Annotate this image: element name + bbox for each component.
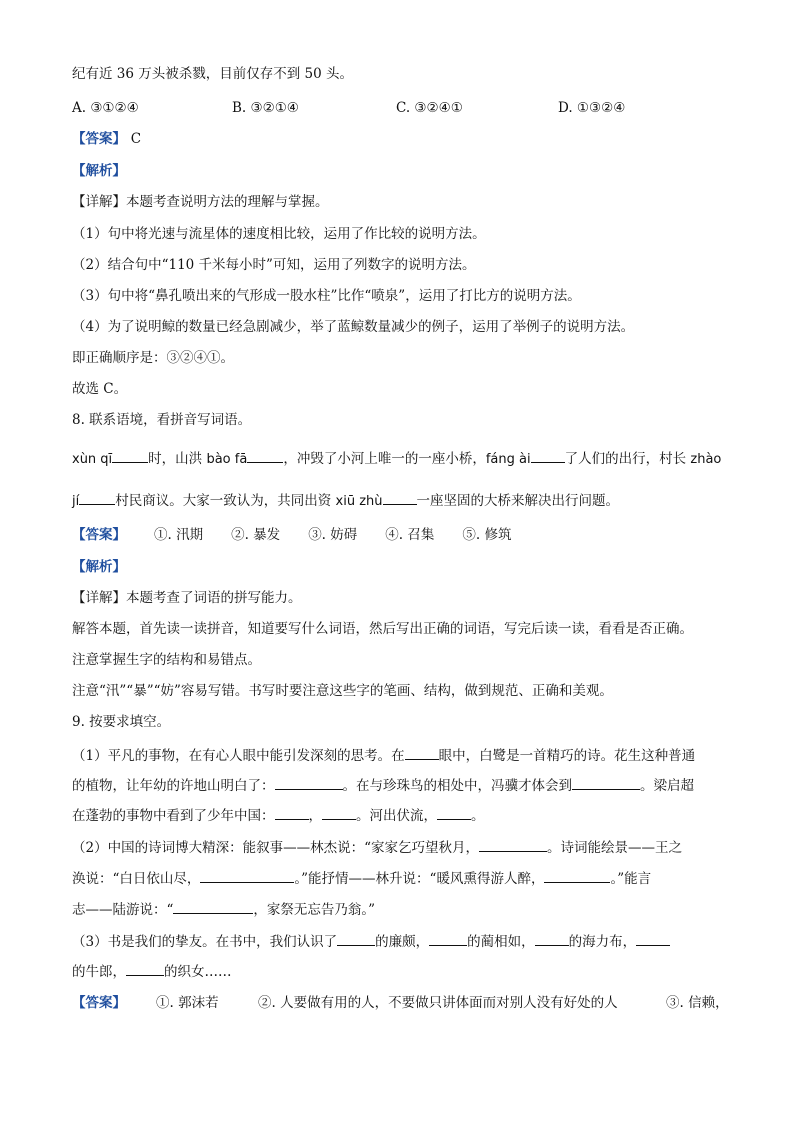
fill-blank[interactable] (337, 931, 375, 946)
fill-blank[interactable] (112, 448, 148, 463)
fill-blank[interactable] (126, 961, 164, 976)
text-line: （1）句中将光速与流星体的速度相比较，运用了作比较的说明方法。 (72, 226, 486, 242)
answer-label (72, 129, 141, 149)
text: 村民商议。大家一致认为，共同出资 (115, 493, 336, 509)
text: 时，山洪 (148, 451, 207, 467)
text: 。”能抒情——林升说：“暖风熏得游人醉， (294, 871, 545, 887)
text: 涣说：“白日依山尽， (72, 871, 201, 887)
text: 志——陆游说：“ (72, 902, 174, 918)
text: 。 (471, 808, 485, 824)
fill-blank[interactable] (437, 805, 471, 820)
answer-item: ②. 人要做有用的人，不要做只讲体面而对别人没有好处的人 (258, 995, 618, 1011)
analysis-label: 【解析】 (72, 559, 126, 575)
option-a: A. ③①②④ (72, 100, 139, 116)
q9-line (72, 837, 682, 858)
fill-blank[interactable] (479, 837, 547, 852)
q7-options (72, 98, 722, 118)
text-line: 注意“汛”“暴”“妨”容易写错。书写时要注意这些字的笔画、结构，做到规范、正确和美观。 (72, 683, 613, 699)
answer-value: C (130, 131, 142, 147)
text: 。河出伏流， (356, 808, 437, 824)
answer-label (72, 993, 729, 1013)
detail-line: 【详解】本题考查了词语的拼写能力。 (72, 590, 302, 606)
text: ，冲毁了小河上唯一的一座小桥， (283, 451, 486, 467)
detail-line: 【详解】本题考查说明方法的理解与掌握。 (72, 194, 329, 210)
text-line: （4）为了说明鲸的数量已经急剧减少，举了蓝鲸数量减少的例子，运用了举例子的说明方法。 (72, 319, 635, 335)
pinyin: bào fā (206, 452, 248, 467)
pinyin: fáng ài (485, 452, 531, 467)
text: 在蓬勃的事物中看到了少年中国： (72, 808, 275, 824)
pinyin: xiū zhù (335, 494, 383, 509)
text: 。梁启超 (640, 778, 694, 794)
text-line: 即正确顺序是：③②④①。 (72, 350, 234, 366)
answer-tag: 【答案】 (72, 527, 126, 543)
text: 。”能言 (610, 871, 652, 887)
option-d: D. ①③②④ (558, 100, 626, 116)
fill-blank[interactable] (322, 805, 356, 820)
text: ， (308, 808, 322, 824)
text-line: 注意掌握生字的结构和易错点。 (72, 652, 261, 668)
text-line: 解答本题，首先读一读拼音，知道要写什么词语，然后写出正确的词语，写完后读一读，看看是否正确。 (72, 621, 693, 637)
text-line: 故选 C。 (72, 381, 128, 397)
q9-line (72, 805, 485, 826)
fill-blank[interactable] (79, 490, 115, 505)
text: 的牛郎， (72, 964, 126, 980)
q9-line (72, 745, 695, 766)
answer-item: ④. 召集 (385, 527, 435, 543)
q9-line (72, 775, 694, 796)
answer-tag: 【答案】 (72, 131, 126, 147)
fill-blank[interactable] (173, 899, 253, 914)
text: 。在与珍珠鸟的相处中，冯骥才体会到 (342, 778, 572, 794)
q9-line (72, 868, 651, 889)
fill-blank[interactable] (572, 775, 640, 790)
fill-blank[interactable] (544, 868, 610, 883)
text: ，家祭无忘告乃翁。” (253, 902, 376, 918)
text: 一座坚固的大桥来解决出行问题。 (416, 493, 620, 509)
fill-blank[interactable] (247, 448, 283, 463)
pinyin: jí (72, 494, 80, 509)
fill-blank[interactable] (200, 868, 294, 883)
text: 。诗词能绘景——王之 (547, 840, 682, 856)
answer-label (72, 525, 511, 545)
fill-blank[interactable] (535, 931, 569, 946)
pinyin: zhào (690, 452, 722, 467)
fill-blank[interactable] (383, 490, 417, 505)
text: （1）平凡的事物，在有心人眼中能引发深刻的思考。在 (72, 748, 405, 764)
q9-line (72, 931, 670, 952)
answer-item: ③. 信赖， (666, 995, 729, 1011)
text: （2）中国的诗词博大精深：能叙事——林杰说：“家家乞巧望秋月， (72, 840, 479, 856)
text: （3）书是我们的挚友。在书中，我们认识了 (72, 934, 338, 950)
text: 的织女…… (164, 964, 232, 980)
text-line: 纪有近 36 万头被杀戮，目前仅存不到 50 头。 (72, 66, 354, 82)
text: 眼中，白鹭是一首精巧的诗。花生这种普通 (438, 748, 696, 764)
text-line: （3）句中将“鼻孔喷出来的气形成一股水柱”比作“喷泉”，运用了打比方的说明方法。 (72, 288, 581, 304)
fill-blank[interactable] (275, 775, 343, 790)
answer-item: ①. 汛期 (154, 527, 204, 543)
option-c: C. ③②④① (396, 100, 463, 116)
pinyin: xùn qī (72, 452, 113, 467)
text: 的植物，让年幼的许地山明白了： (72, 778, 275, 794)
text: 的海力布， (568, 934, 637, 950)
option-b: B. ③②①④ (232, 100, 299, 116)
answer-item: ⑤. 修筑 (462, 527, 512, 543)
answer-tag: 【答案】 (72, 995, 126, 1011)
fill-blank[interactable] (531, 448, 565, 463)
fill-blank[interactable] (405, 745, 439, 760)
fill-blank[interactable] (275, 805, 309, 820)
q9-line (72, 961, 232, 982)
fill-blank[interactable] (429, 931, 467, 946)
answer-item: ③. 妨碍 (308, 527, 358, 543)
q9-line (72, 899, 375, 920)
q8-line-1 (72, 448, 721, 470)
fill-blank[interactable] (636, 931, 670, 946)
question-title: 9. 按要求填空。 (72, 714, 171, 730)
analysis-label: 【解析】 (72, 163, 126, 179)
answer-item: ②. 暴发 (231, 527, 281, 543)
text: 的廉颇， (375, 934, 430, 950)
q8-line-2 (72, 490, 619, 512)
text: 的蔺相如， (467, 934, 535, 950)
text-line: （2）结合句中“110 千米每小时”可知，运用了列数字的说明方法。 (72, 257, 476, 273)
text: 了人们的出行，村长 (564, 451, 691, 467)
question-title: 8. 联系语境，看拼音写词语。 (72, 412, 252, 428)
answer-item: ①. 郭沫若 (156, 995, 219, 1011)
